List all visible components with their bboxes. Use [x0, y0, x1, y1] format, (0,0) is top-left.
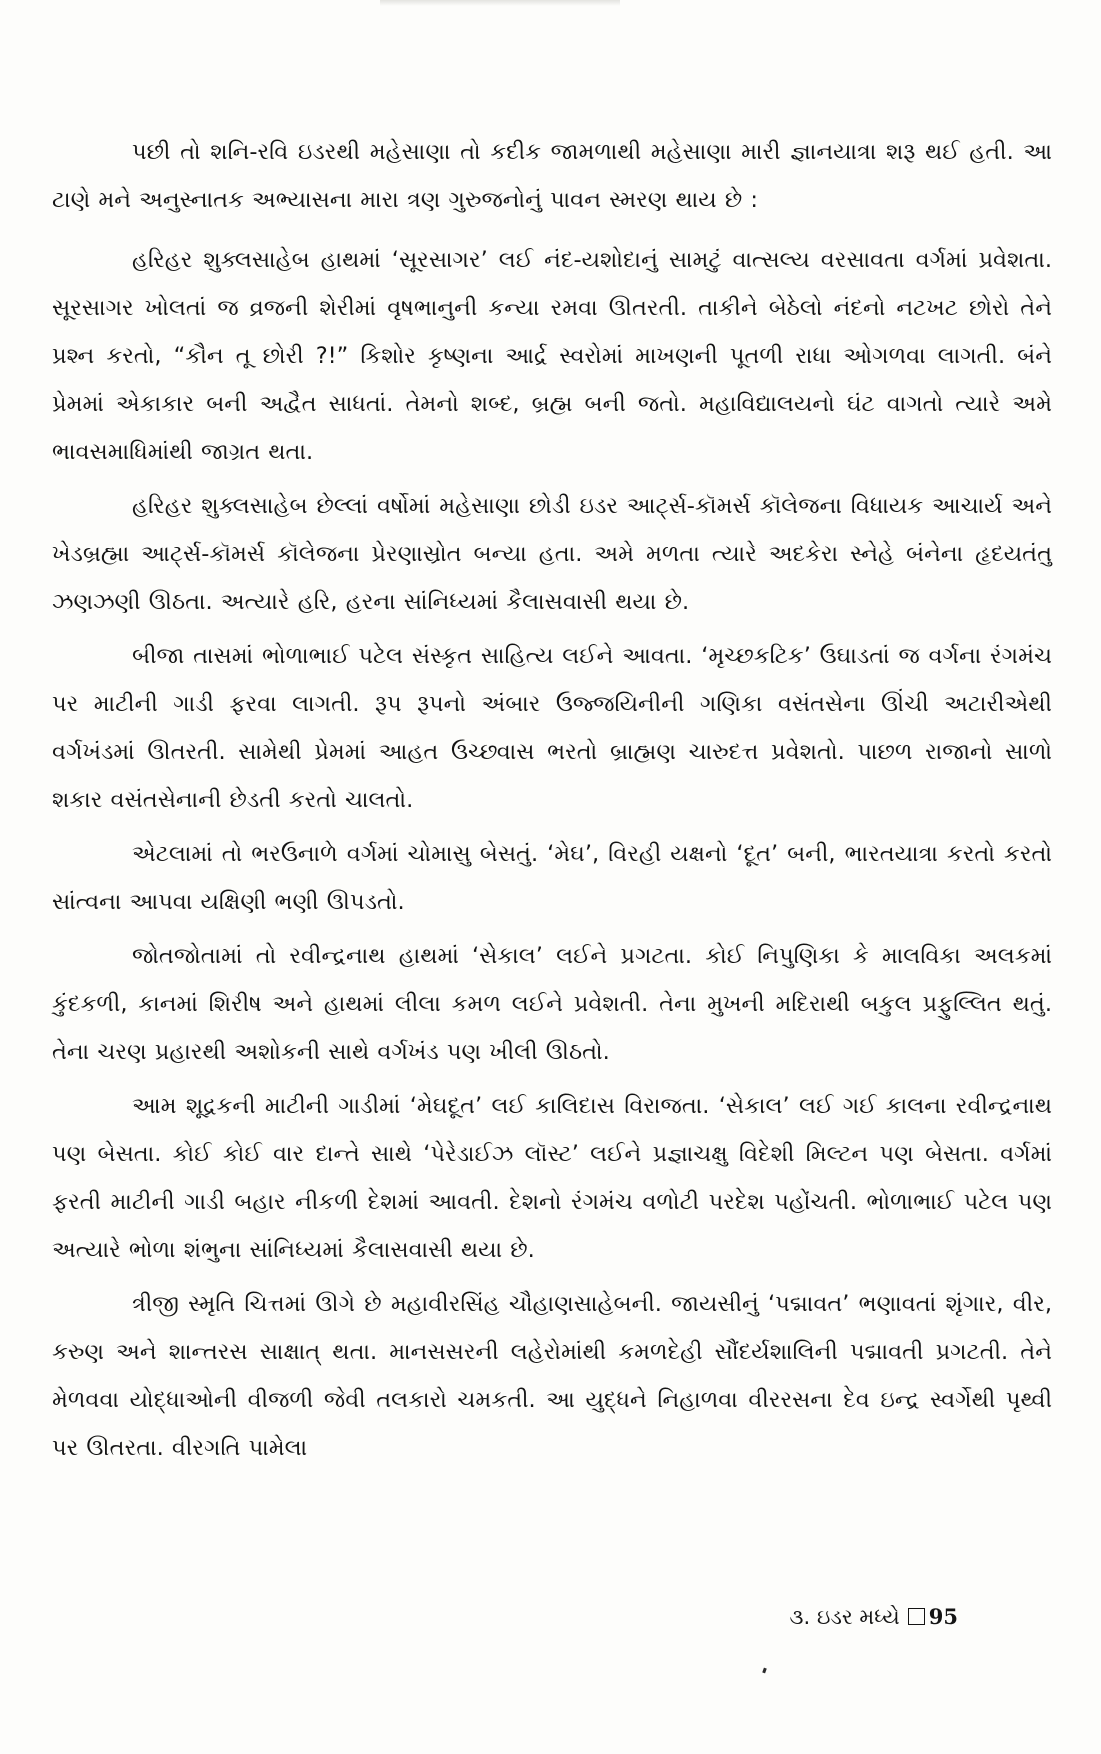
square-ornament-icon: [908, 1608, 925, 1625]
page-footer: [718, 1604, 958, 1630]
paragraph-5: એટલામાં તો ભરઉનાળે વર્ગમાં ચોમાસુ બેસતું. ‘મેઘ’, વિરહી યક્ષનો ‘દૂત’ બની, ભારતયાત્રા કરતો કરતો સાંત્વના આપવા યક્ષિણી ભણી ઊપડતો.: [52, 841, 1052, 915]
paragraph-1: પછી તો શનિ-રવિ ઇડરથી મહેસાણા તો કદીક જામળાથી મહેસાણા મારી જ્ઞાનયાત્રા શરૂ થઈ હતી. આ ટાણે મને અનુસ્નાતક અભ્યાસના મારા ત્રણ ગુરુજનોનું પાવન સ્મરણ થાય છે :: [52, 139, 1052, 213]
paragraph-8: ત્રીજી સ્મૃતિ ચિત્તમાં ઊગે છે મહાવીરસિંહ ચૌહાણસાહેબની. જાયસીનું ‘પદ્માવત’ ભણાવતાં શૃંગાર, વીર, કરુણ અને શાન્તરસ સાક્ષાત્ થતા. માનસસરની લહેરોમાંથી કમળદેહી સૌંદર્યશાલિની પદ્માવતી પ્રગટતી. તેને મેળવવા યોદ્ધાઓની વીજળી જેવી તલકારો ચમકતી. આ યુદ્ધને નિહાળવા વીરરસના દેવ ઇન્દ્ર સ્વર્ગેથી પૃથ્વી પર ઊતરતા. વીરગતિ પામેલા: [52, 1291, 1052, 1461]
paragraph-6: જોતજોતામાં તો રવીન્દ્રનાથ હાથમાં ‘સેકાલ’ લઈને પ્રગટતા. કોઈ નિપુણિકા કે માલવિકા અલકમાં કુંદકળી, કાનમાં શિરીષ અને હાથમાં લીલા કમળ લઈને પ્રવેશતી. તેના મુખની મદિરાથી બકુલ પ્રફુલ્લિત થતું. તેના ચરણ પ્રહારથી અશોકની સાથે વર્ગખંડ પણ ખીલી ઊઠતો.: [52, 943, 1052, 1065]
paragraph-7: આમ શૂદ્રકની માટીની ગાડીમાં ‘મેઘદૂત’ લઈ કાલિદાસ વિરાજતા. ‘સેકાલ’ લઈ ગઈ કાલના રવીન્દ્રનાથ પણ બેસતા. કોઈ કોઈ વાર દાન્તે સાથે ‘પેરેડાઈઝ લૉસ્ટ’ લઈને પ્રજ્ઞાચક્ષુ વિદેશી મિલ્ટન પણ બેસતા. વર્ગમાં ફરતી માટીની ગાડી બહાર નીકળી દેશમાં આવતી. દેશનો રંગમંચ વળોટી પરદેશ પહોંચતી. ભોળાભાઈ પટેલ પણ અત્યારે ભોળા શંભુના સાંનિધ્યમાં કૈલાસવાસી થયા છે.: [52, 1093, 1052, 1263]
paragraph-2: હરિહર શુક્લસાહેબ હાથમાં ‘સૂરસાગર’ લઈ નંદ-યશોદાનું સામટું વાત્સલ્ય વરસાવતા વર્ગમાં પ્રવેશતા. સૂરસાગર ખોલતાં જ વ્રજની શેરીમાં વૃષભાનુની કન્યા રમવા ઊતરતી. તાકીને બેઠેલો નંદનો નટખટ છોરો તેને પ્રશ્ન કરતો, “કૌન તૂ છોરી ?!” કિશોર કૃષ્ણના આર્દ્ર સ્વરોમાં માખણની પૂતળી રાધા ઓગળવા લાગતી. બંને પ્રેમમાં એકાકાર બની અદ્વૈત સાધતાં. તેમનો શબ્દ, બ્રહ્મ બની જતો. મહાવિદ્યાલયનો ઘંટ વાગતો ત્યારે અમે ભાવસમાધિમાંથી જાગ્રત થતા.: [52, 247, 1052, 465]
paragraph-4: બીજા તાસમાં ભોળાભાઈ પટેલ સંસ્કૃત સાહિત્ય લઈને આવતા. ‘મૃચ્છકટિક’ ઉઘાડતાં જ વર્ગના રંગમંચ પર માટીની ગાડી ફરવા લાગતી. રૂપ રૂપનો અંબાર ઉજ્જયિનીની ગણિકા વસંતસેના ઊંચી અટારીએથી વર્ગખંડમાં ઊતરતી. સામેથી પ્રેમમાં આહત ઉચ્છ્વાસ ભરતો બ્રાહ્મણ ચારુદત્ત પ્રવેશતો. પાછળ રાજાનો સાળો શકાર વસંતસેનાની છેડતી કરતો ચાલતો.: [52, 643, 1052, 813]
paragraph-3: હરિહર શુક્લસાહેબ છેલ્લાં વર્ષોમાં મહેસાણા છોડી ઇડર આર્ટ્સ-કૉમર્સ કૉલેજના વિધાયક આચાર્ય અને ખેડબ્રહ્મા આર્ટ્સ-કૉમર્સ કૉલેજના પ્રેરણાસ્રોત બન્યા હતા. અમે મળતા ત્યારે અદકેરા સ્નેહે બંનેના હૃદયતંતુ ઝણઝણી ઊઠતા. અત્યારે હરિ, હરના સાંનિધ્યમાં કૈલાસવાસી થયા છે.: [52, 493, 1052, 615]
body-text: [52, 128, 1052, 1478]
scan-edge-mark: [380, 0, 620, 6]
running-chapter-title: ૩. ઇડર મધ્યે: [789, 1605, 900, 1629]
page-number: 95: [928, 1604, 958, 1629]
scan-speck: [762, 1668, 767, 1674]
